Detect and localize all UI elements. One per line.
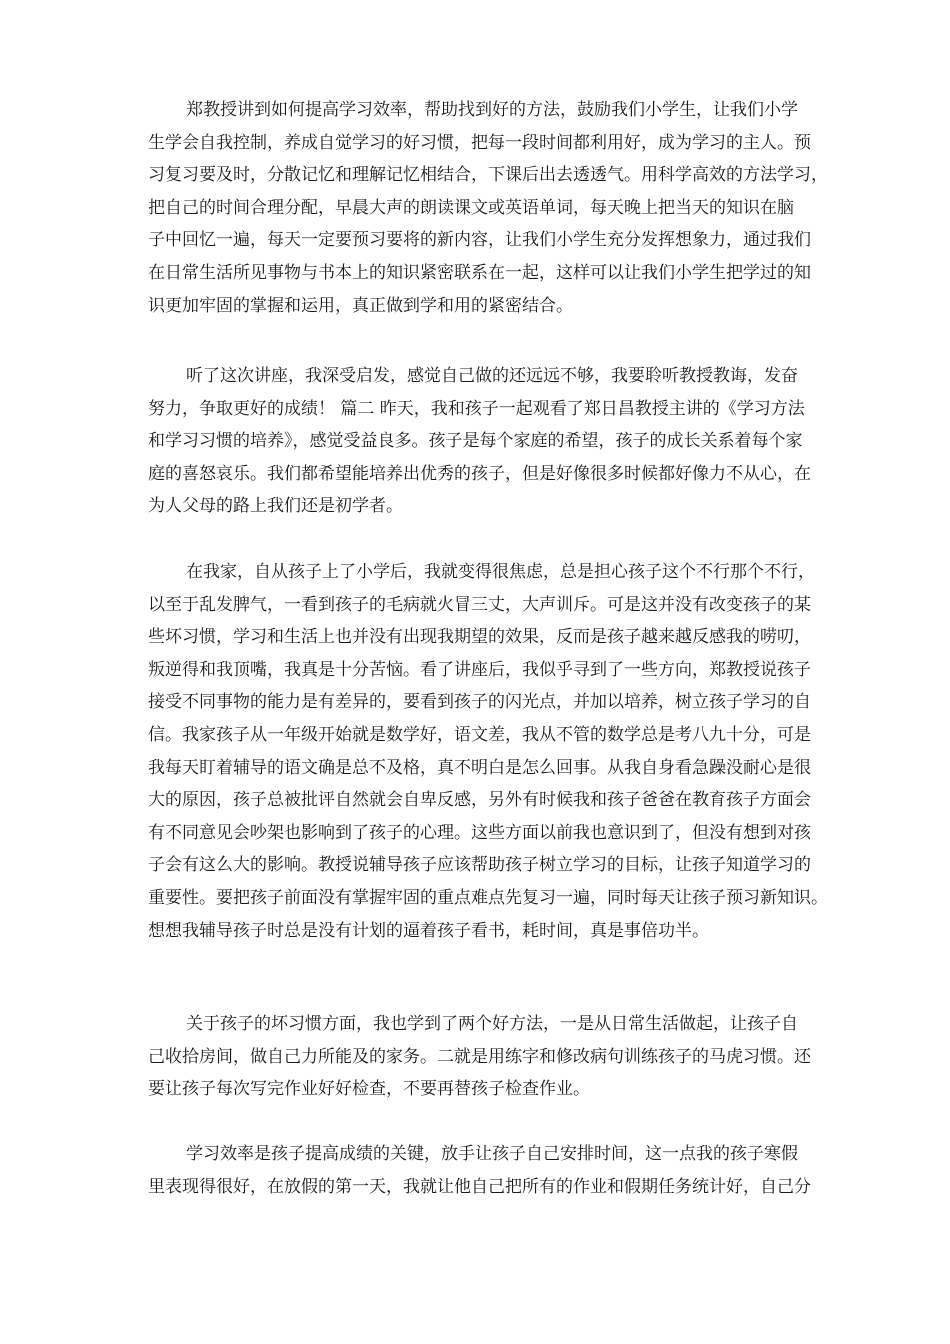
text-line: 己收拾房间，做自己力所能及的家务。二就是用练字和修改病句训练孩子的马虎习惯。还: [148, 1046, 811, 1067]
text-line: 子会有这么大的影响。教授说辅导孩子应该帮助孩子树立学习的目标，让孩子知道学习的: [148, 855, 811, 876]
text-line: 把自己的时间合理分配，早晨大声的朗读课文或英语单词，每天晚上把当天的知识在脑: [148, 197, 794, 218]
text-line: 我每天盯着辅导的语文确是总不及格，真不明白是怎么回事。从我自身看急躁没耐心是很: [148, 757, 811, 778]
text-line: 学习效率是孩子提高成绩的关键，放手让孩子自己安排时间，这一点我的孩子寒假: [186, 1144, 798, 1164]
text-line: 郑教授讲到如何提高学习效率，帮助找到好的方法，鼓励我们小学生，让我们小学: [186, 100, 798, 120]
text-line: 接受不同事物的能力是有差异的，要看到孩子的闪光点，并加以培养，树立孩子学习的自: [148, 692, 811, 713]
text-line: 有不同意见会吵架也影响到了孩子的心理。这些方面以前我也意识到了，但没有想到对孩: [148, 822, 811, 843]
paragraph-5: [148, 1138, 818, 1203]
text-line: 叛逆得和我顶嘴，我真是十分苦恼。看了讲座后，我似乎寻到了一些方向，郑教授说孩子: [148, 659, 811, 680]
text-line: 习复习要及时，分散记忆和理解记忆相结合，下课后出去透透气。用科学高效的方法学习，: [148, 165, 828, 186]
text-line: 努力，争取更好的成绩！ 篇二 昨天，我和孩子一起观看了郑日昌教授主讲的《学习方法: [148, 398, 805, 419]
text-line: 庭的喜怒哀乐。我们都希望能培养出优秀的孩子，但是好像很多时候都好像力不从心，在: [148, 463, 811, 484]
text-line: 生学会自我控制，养成自觉学习的好习惯，把每一段时间都利用好，成为学习的主人。预: [148, 132, 811, 153]
text-line: 要让孩子每次写完作业好好检查，不要再替孩子检查作业。: [148, 1079, 590, 1100]
text-line: 在日常生活所见事物与书本上的知识紧密联系在一起，这样可以让我们小学生把学过的知: [148, 262, 811, 283]
text-line: 和学习习惯的培养》，感觉受益良多。孩子是每个家庭的希望，孩子的成长关系着每个家: [148, 431, 803, 452]
text-line: 以至于乱发脾气，一看到孩子的毛病就火冒三丈，大声训斥。可是这并没有改变孩子的某: [148, 594, 811, 615]
text-line: 听了这次讲座，我深受启发，感觉自己做的还远远不够，我要聆听教授教诲，发奋: [186, 366, 798, 386]
text-line: 在我家，自从孩子上了小学后，我就变得很焦虑，总是担心孩子这个不行那个不行，: [186, 562, 815, 582]
paragraph-1: [148, 94, 828, 322]
text-line: 关于孩子的坏习惯方面，我也学到了两个好方法，一是从日常生活做起，让孩子自: [186, 1014, 798, 1034]
text-line: 信。我家孩子从一年级开始就是数学好，语文差，我从不管的数学总是考八九十分，可是: [148, 724, 811, 745]
text-line: 想想我辅导孩子时总是没有计划的逼着孩子看书，耗时间，真是事倍功半。: [148, 920, 709, 941]
text-line: 为人父母的路上我们还是初学者。: [148, 496, 403, 517]
paragraph-4: [148, 1008, 818, 1106]
text-line: 大的原因，孩子总被批评自然就会自卑反感，另外有时候我和孩子爸爸在教育孩子方面会: [148, 790, 811, 811]
text-line: 子中回忆一遍，每天一定要预习要将的新内容，让我们小学生充分发挥想象力，通过我们: [148, 230, 811, 251]
text-line: 重要性。要把孩子前面没有掌握牢固的重点难点先复习一遍，同时每天让孩子预习新知识。: [148, 887, 828, 908]
text-line: 些坏习惯，学习和生活上也并没有出现我期望的效果，反而是孩子越来越反感我的唠叨，: [148, 627, 811, 648]
text-line: 里表现得很好，在放假的第一天，我就让他自己把所有的作业和假期任务统计好，自己分: [148, 1176, 811, 1197]
text-line: 识更加牢固的掌握和运用，真正做到学和用的紧密结合。: [148, 295, 573, 316]
paragraph-3: [148, 556, 828, 947]
paragraph-2: [148, 360, 818, 523]
